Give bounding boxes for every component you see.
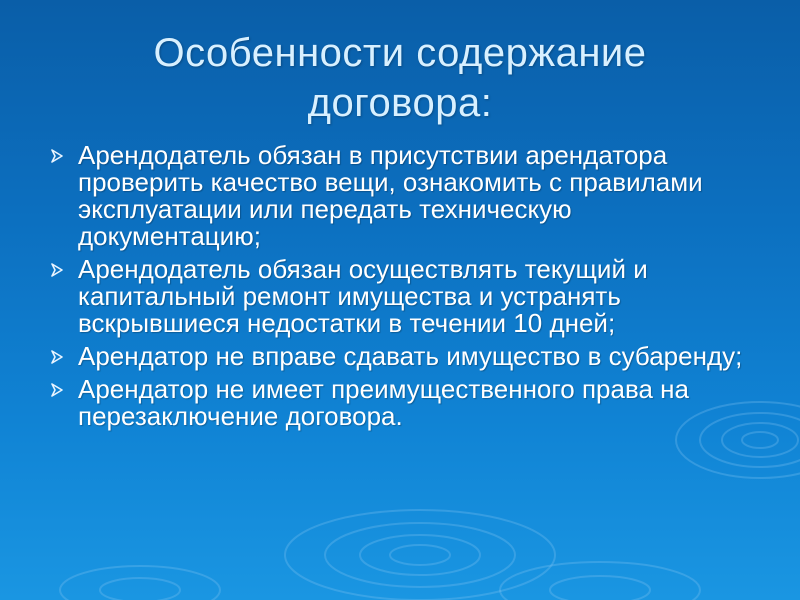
slide-title: Особенности содержание договора: (153, 31, 647, 125)
list-item (48, 343, 748, 370)
chevron-right-icon (50, 350, 64, 364)
list-item (48, 376, 748, 430)
bullet-list (48, 142, 748, 436)
list-item (48, 142, 748, 250)
list-item (48, 256, 748, 337)
chevron-right-icon (50, 263, 64, 277)
bullet-text: Арендодатель обязан в присутствии арендатора проверить качество вещи, ознакомить с правилами эксплуатации или передать техническую документацию; (78, 140, 703, 251)
chevron-right-icon (50, 149, 64, 163)
bullet-text: Арендатор не вправе сдавать имущество в субаренду; (78, 341, 743, 371)
bullet-text: Арендатор не имеет преимущественного права на перезаключение договора. (78, 374, 689, 431)
bullet-text: Арендодатель обязан осуществлять текущий и капитальный ремонт имущества и устранять вскрывшиеся недостатки в течении 10 дней; (78, 254, 648, 338)
chevron-right-icon (50, 383, 64, 397)
